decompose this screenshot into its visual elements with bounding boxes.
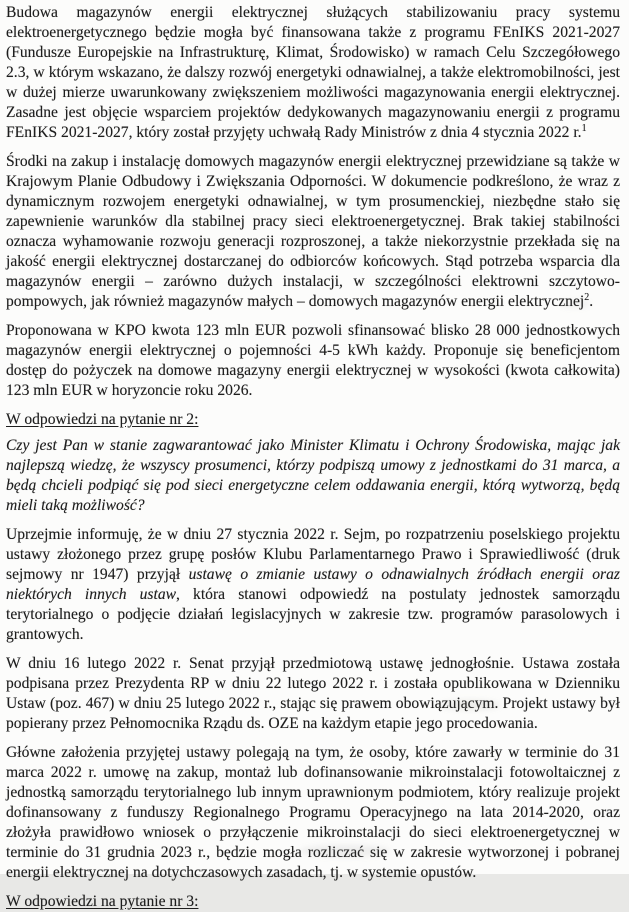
paragraph-senat-president bbox=[6, 654, 620, 734]
question-text: Czy jest Pan w stanie zagwarantować jako Minister Klimatu i Ochrony Środowiska, mając jak najlepszą wiedzę, że wszyscy prosumenci, którzy podpiszą umowy z jednostkami do 31 marca, a będą chcieli podpiąć się pod sieci energetyczne celem oddawania energii, którą wytworzą, będą mieli taką możliwość? bbox=[6, 437, 620, 514]
paragraph-text: Środki na zakup i instalację domowych magazynów energii elektrycznej przewidziane są także w Krajowym Planie Odbudowy i Zwiększania Odporności. W dokumencie podkreślono, że wraz z dynamicznym rozwojem energetyki odnawialnej, w tym prosumenckiej, niezbędne stało się zapewnienie warunków dla stabilnej pracy sieci elektroenergetycznej. Brak takiej stabilności oznacza wyhamowanie rozwoju generacji rozproszonej, a także niekorzystnie przekłada się na jakość energii elektrycznej dostarczanej do odbiorców końcowych. Stąd potrzeba wsparcia dla magazynów energii – zarówno dużych instalacji, w szczególności elektrowni szczytowo-pompowych, jak również magazynów małych – domowych magazynów energii elektrycznej bbox=[6, 153, 620, 310]
paragraph-text-after-footnote: . bbox=[589, 293, 594, 310]
heading-text: W odpowiedzi na pytanie nr 3: bbox=[6, 893, 199, 910]
footnote-marker-1: 1 bbox=[581, 122, 587, 134]
paragraph-sejm-act bbox=[6, 525, 620, 645]
heading-text: W odpowiedzi na pytanie nr 2: bbox=[6, 411, 199, 428]
paragraph-kpo-amount bbox=[6, 321, 620, 401]
paragraph-text: W dniu 16 lutego 2022 r. Senat przyjął przedmiotową ustawę jednogłośnie. Ustawa została podpisana przez Prezydenta RP w dniu 22 lutego 2022 r. i została opublikowana w Dzienniku Ustaw (poz. 467) w dniu 25 lutego 2022 r., stając się prawem obowiązującym. Projekt ustawy był popierany przez Pełnomocnika Rządu ds. OZE na każdym etapie jego procedowania. bbox=[6, 655, 620, 732]
act-title-italic: ustawę o zmianie ustawy o odnawialnych źródłach energii oraz niektórych innych ustaw bbox=[6, 566, 620, 603]
paragraph-text: Budowa magazynów energii elektrycznej służących stabilizowaniu pracy systemu elektroenergetycznego będzie mogła być finansowana także z programu FEnIKS 2021-2027 (Fundusze Europejskie na Infrastrukturę, Klimat, Środowisko) w ramach Celu Szczegółowego 2.3, w którym wskazano, że dalszy rozwój energetyki odnawialnej, a także elektromobilności, jest w dużej mierze uwarunkowany zwiększeniem możliwości magazynowania energii elektrycznej. Zasadne jest objęcie wsparciem projektów dedykowanych magazynowaniu energii z programu FEnIKS 2021-2027, który został przyjęty uchwałą Rady Ministrów z dnia 4 stycznia 2022 r. bbox=[6, 4, 620, 141]
paragraph-text: Główne założenia przyjętej ustawy polegają na tym, że osoby, które zawarły w terminie do 31 marca 2022 r. umowę na zakup, montaż lub dofinansowanie mikroinstalacji fotowoltaicznej z jednostką samorządu terytorialnego lub innym uprawnionym podmiotem, który realizuje projekt dofinansowany z funduszy Regionalnego Programu Operacyjnego na lata 2014-2020, oraz złożyła prawidłowo wniosek o przyłączenie mikroinstalacji do sieci elektroenergetycznej w terminie do 31 grudnia 2023 r., będzie mogła rozliczać się w zakresie wytworzonej i pobranej energii elektrycznej na dotychczasowych zasadach, tj. w systemie opustów. bbox=[6, 744, 620, 881]
paragraph-text: Proponowana w KPO kwota 123 mln EUR pozwoli sfinansować blisko 28 000 jednostkowych magazynów energii elektrycznej o pojemności 4-5 kWh każdy. Proponuje się beneficjentom dostęp do pożyczek na domowe magazyny energii elektrycznej w wysokości (kwota całkowita) 123 mln EUR w horyzoncie roku 2026. bbox=[6, 322, 620, 399]
section-heading-answer-2 bbox=[6, 410, 620, 430]
paragraph-text: Uprzejmie informuję, że w dniu 27 stycznia 2022 r. Sejm, po rozpatrzeniu poselskiego projektu ustawy złożonego przez grupę posłów Klubu Parlamentarnego Prawo i Sprawiedliwość (druk sejmowy nr 1947) przyjął bbox=[6, 526, 620, 583]
paragraph-text: , która stanowi odpowiedź na postulaty jednostek samorządu terytorialnego o podjęcie działań legislacyjnych w zakresie tzw. programów parasolowych i grantowych. bbox=[6, 586, 620, 643]
section-heading-answer-3 bbox=[6, 892, 620, 912]
paragraph-question-2 bbox=[6, 436, 620, 516]
paragraph-act-main-provisions bbox=[6, 743, 620, 883]
footnote-marker-2: 2 bbox=[584, 291, 590, 303]
paragraph-feniks-funding bbox=[6, 3, 620, 143]
paragraph-kpo-home-storage bbox=[6, 152, 620, 312]
